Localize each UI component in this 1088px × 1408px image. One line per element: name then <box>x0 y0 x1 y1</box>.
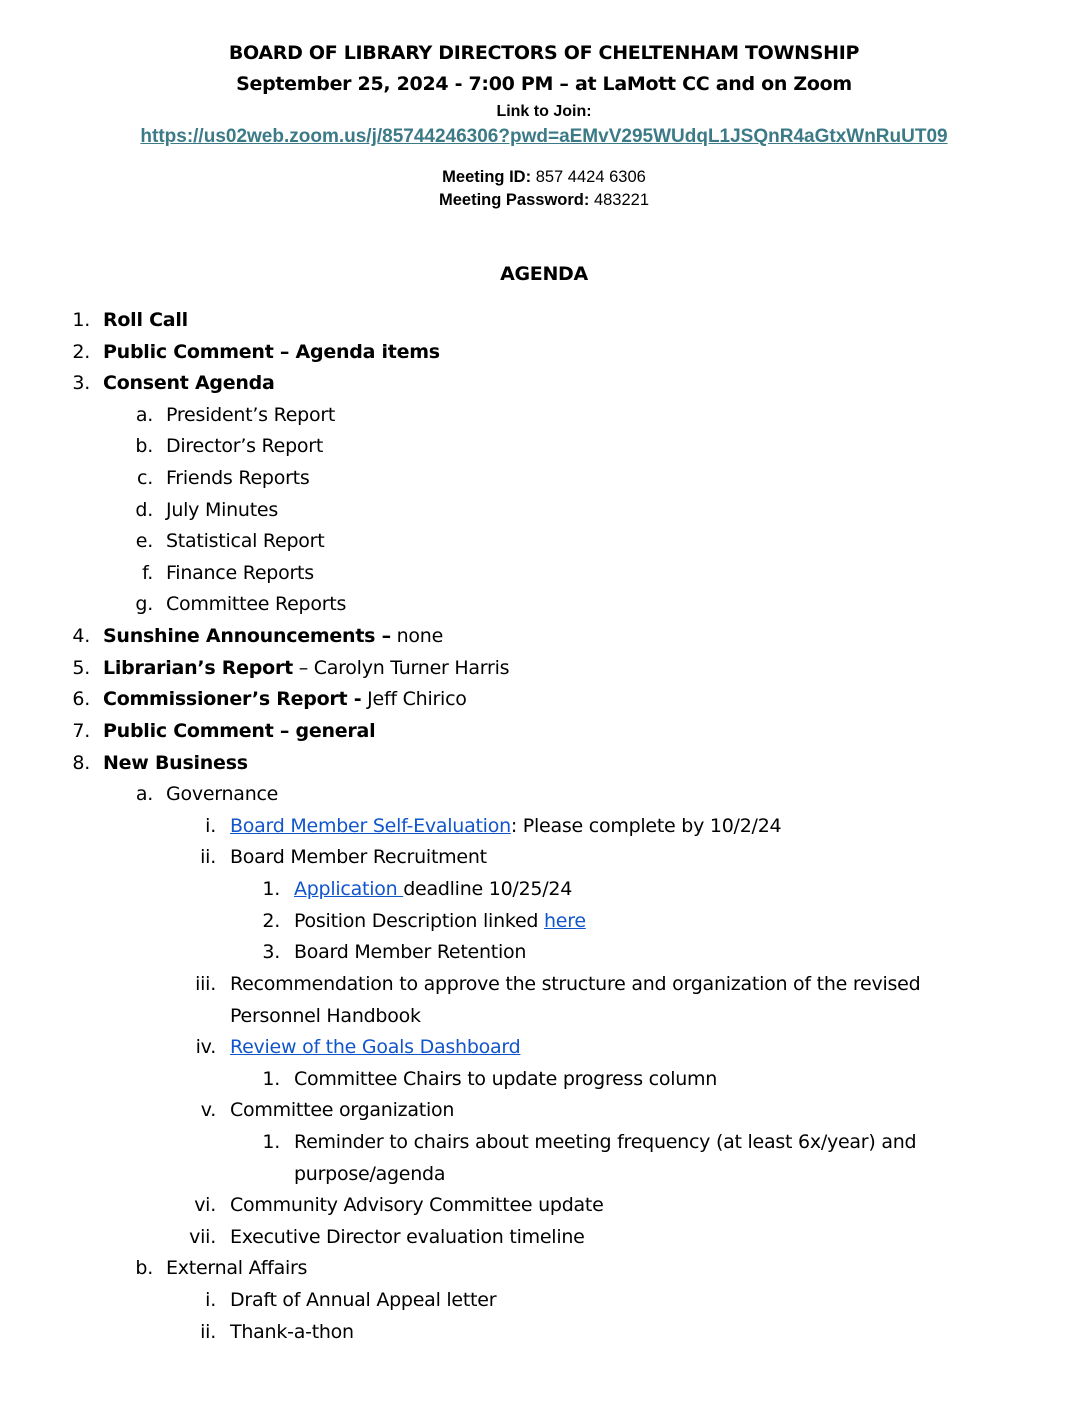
self-evaluation-link[interactable]: Board Member Self-Evaluation <box>230 815 511 837</box>
level4-marker: 1. <box>262 1131 280 1153</box>
subsubitem-personnel-handbook-cont: Personnel Handbook <box>230 1005 421 1027</box>
level4-marker: 1. <box>262 878 280 900</box>
subitem-marker: b. <box>135 1257 153 1279</box>
subitem-statistical-report: Statistical Report <box>166 530 325 552</box>
item-marker: 6. <box>72 688 90 710</box>
meeting-date-line: September 25, 2024 - 7:00 PM – at LaMott CC and on Zoom <box>236 73 852 95</box>
agenda-item-commissioners-report: Commissioner’s Report - Jeff Chirico <box>103 688 467 710</box>
level4-application: Application deadline 10/25/24 <box>294 878 573 900</box>
meeting-id-line <box>0 168 1088 187</box>
level4-progress-column: Committee Chairs to update progress column <box>294 1068 718 1090</box>
subsubitem-marker: i. <box>205 815 216 837</box>
level4-meeting-frequency-cont: purpose/agenda <box>294 1163 446 1185</box>
subsubitem-ed-evaluation: Executive Director evaluation timeline <box>230 1226 585 1248</box>
link-to-join-label: Link to Join: <box>496 103 592 120</box>
subsubitem-marker: vii. <box>189 1226 216 1248</box>
subsubitem-marker: ii. <box>200 1321 216 1343</box>
item-marker: 5. <box>72 657 90 679</box>
level4-marker: 3. <box>262 941 280 963</box>
subsubitem-recruitment: Board Member Recruitment <box>230 846 487 868</box>
subsubitem-marker: iii. <box>195 973 216 995</box>
position-description-link[interactable]: here <box>543 910 586 932</box>
subitem-committee-reports: Committee Reports <box>166 593 347 615</box>
subsubitem-marker: iv. <box>195 1036 216 1058</box>
subsubitem-annual-appeal: Draft of Annual Appeal letter <box>230 1289 497 1311</box>
level4-marker: 2. <box>262 910 280 932</box>
subitem-governance: Governance <box>166 783 279 805</box>
goals-dashboard-link[interactable]: Review of the Goals Dashboard <box>230 1036 521 1058</box>
subsubitem-marker: ii. <box>200 846 216 868</box>
subsubitem-community-advisory: Community Advisory Committee update <box>230 1194 604 1216</box>
level4-meeting-frequency: Reminder to chairs about meeting frequency (at least 6x/year) and <box>294 1131 917 1153</box>
subsubitem-self-evaluation: Board Member Self-Evaluation: Please complete by 10/2/24 <box>230 815 782 837</box>
agenda-item-new-business: New Business <box>103 752 248 774</box>
subsubitem-goals-dashboard <box>230 1035 520 1059</box>
agenda-item-sunshine: Sunshine Announcements – none <box>103 625 444 647</box>
meeting-id-label: Meeting ID: <box>442 168 532 186</box>
item-marker: 7. <box>72 720 90 742</box>
subitem-marker: d. <box>135 499 153 521</box>
subsubitem-personnel-handbook: Recommendation to approve the structure and organization of the revised <box>230 973 921 995</box>
agenda-item-public-comment-general: Public Comment – general <box>103 720 376 742</box>
agenda-item-consent-agenda: Consent Agenda <box>103 372 275 394</box>
item-marker: 3. <box>72 372 90 394</box>
zoom-link[interactable]: https://us02web.zoom.us/j/85744246306?pwd=aEMvV295WUdqL1JSQnR4aGtxWnRuUT09 <box>140 126 948 147</box>
subsubitem-marker: i. <box>205 1289 216 1311</box>
meeting-password-label: Meeting Password: <box>438 191 590 209</box>
subsubitem-committee-organization: Committee organization <box>230 1099 455 1121</box>
subitem-presidents-report: President’s Report <box>166 404 336 426</box>
subitem-marker: a. <box>135 783 153 805</box>
subitem-external-affairs: External Affairs <box>166 1257 308 1279</box>
subitem-finance-reports: Finance Reports <box>166 562 314 584</box>
subsubitem-marker: vi. <box>194 1194 216 1216</box>
board-title: BOARD OF LIBRARY DIRECTORS OF CHELTENHAM TOWNSHIP <box>228 42 860 64</box>
level4-position-description: Position Description linked here <box>294 910 586 932</box>
item-marker: 4. <box>72 625 90 647</box>
level4-retention: Board Member Retention <box>294 941 527 963</box>
level4-marker: 1. <box>262 1068 280 1090</box>
agenda-item-librarians-report: Librarian’s Report – Carolyn Turner Harris <box>103 657 510 679</box>
subitem-marker: g. <box>135 593 153 615</box>
subitem-marker: f. <box>142 562 153 584</box>
subsubitem-thank-a-thon: Thank-a-thon <box>230 1321 354 1343</box>
subitem-marker: c. <box>137 467 153 489</box>
item-marker: 1. <box>72 309 90 331</box>
subitem-marker: e. <box>135 530 153 552</box>
item-marker: 2. <box>72 341 90 363</box>
item-marker: 8. <box>72 752 90 774</box>
subitem-directors-report: Director’s Report <box>166 435 324 457</box>
meeting-password-value: 483221 <box>593 191 650 209</box>
subsubitem-marker: v. <box>200 1099 216 1121</box>
application-link[interactable]: Application <box>294 878 404 900</box>
meeting-password-line <box>0 191 1088 210</box>
subitem-july-minutes: July Minutes <box>166 499 279 521</box>
agenda-item-roll-call: Roll Call <box>103 309 188 331</box>
subitem-marker: b. <box>135 435 153 457</box>
subitem-friends-reports: Friends Reports <box>166 467 310 489</box>
agenda-item-public-comment-agenda: Public Comment – Agenda items <box>103 341 440 363</box>
meeting-id-value: 857 4424 6306 <box>535 168 646 186</box>
agenda-heading: AGENDA <box>500 263 588 285</box>
subitem-marker: a. <box>135 404 153 426</box>
